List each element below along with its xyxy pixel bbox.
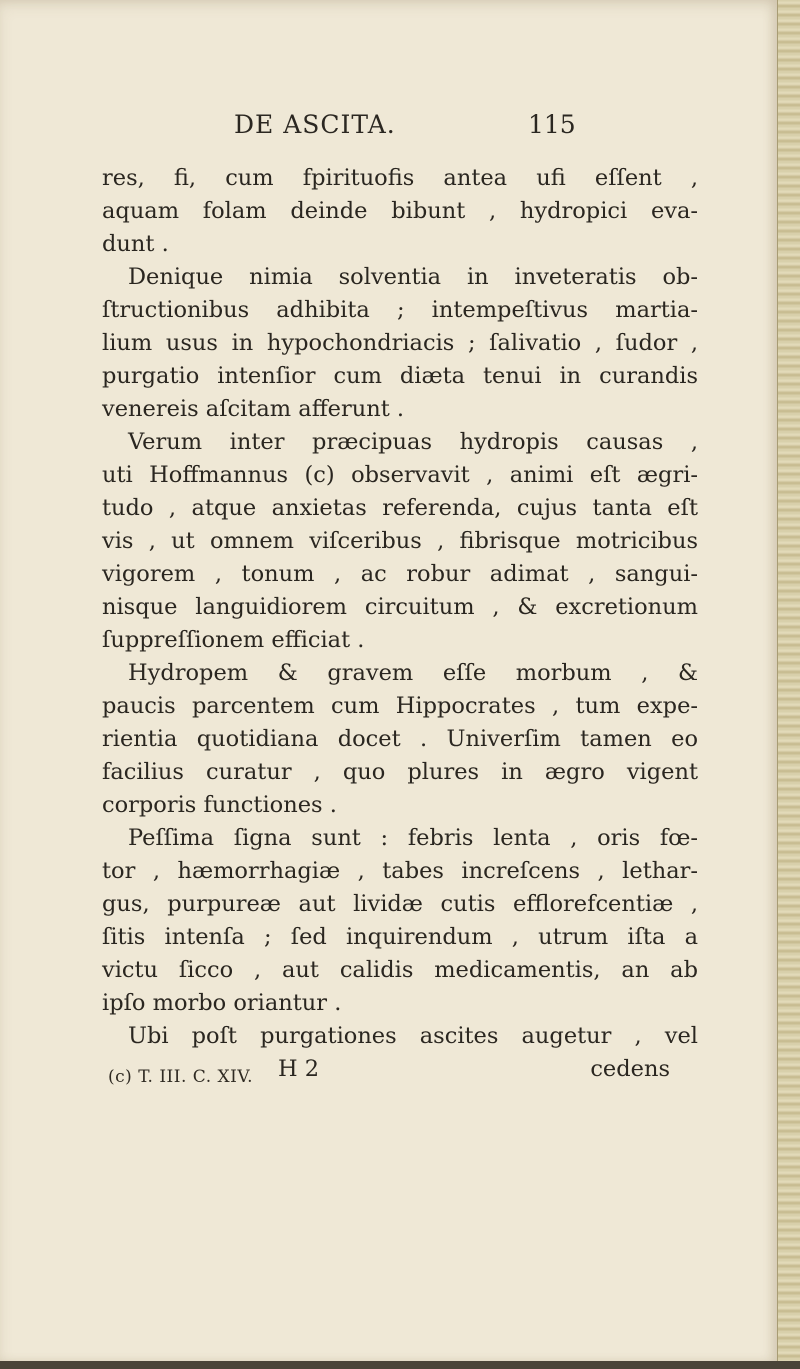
text-line: ſtructionibus adhibita ; intempeſtivus martia- [102,297,698,323]
text-line: ſuppreſſionem efficiat . [102,627,365,653]
text-line: victu ſicco , aut calidis medicamentis, an ab [102,957,698,983]
text-line: rientia quotidiana docet . Univerſim tamen eo [102,726,698,752]
text-line: tudo , atque anxietas referenda, cujus tanta eſt [102,495,698,521]
page-number: 115 [528,110,576,139]
text-line: Peſſima ſigna sunt : febris lenta , oris fœ- [128,825,698,851]
page-header [0,106,778,146]
text-line: nisque languidiorem circuitum , & excretionum [102,594,698,620]
text-line: Denique nimia solventia in inveteratis ob- [128,264,698,290]
text-line: lium usus in hypochondriacis ; ſalivatio , ſudor , [102,330,698,356]
page-edge [777,0,800,1369]
catchword: cedens [590,1056,670,1082]
running-title: DE ASCITA. [234,110,396,139]
text-line: Ubi poſt purgationes ascites augetur , vel [128,1023,698,1049]
bottom-edge [0,1361,800,1369]
text-line: ipſo morbo oriantur . [102,990,342,1016]
text-line: Verum inter præcipuas hydropis causas , [128,429,698,455]
text-line: vigorem , tonum , ac robur adimat , sangui- [102,561,698,587]
text-line: res, fi, cum fpirituofis antea ufi eſſent , [102,165,698,191]
text-line: vis , ut omnem viſceribus , fibrisque motricibus [102,528,698,554]
text-line: dunt . [102,231,169,257]
text-line: facilius curatur , quo plures in ægro vigent [102,759,698,785]
footnote: (c) T. III. C. XIV. [108,1067,254,1087]
text-line: uti Hoffmannus (c) observavit , animi eſt ægri- [102,462,698,488]
body-text [102,162,698,1086]
text-line: paucis parcentem cum Hippocrates , tum expe- [102,693,698,719]
text-line: gus, purpureæ aut lividæ cutis efflorefcentiæ , [102,891,698,917]
text-line: tor , hæmorrhagiæ , tabes increſcens , lethar- [102,858,698,884]
text-line: aquam folam deinde bibunt , hydropici eva- [102,198,698,224]
text-line: corporis functiones . [102,792,337,818]
text-line: venereis aſcitam afferunt . [102,396,405,422]
text-line: purgatio intenſior cum diæta tenui in curandis [102,363,698,389]
text-line: ſitis intenſa ; ſed inquirendum , utrum iſta a [102,924,698,950]
signature-mark: H 2 [278,1056,320,1082]
text-line: Hydropem & gravem eſſe morbum , & [128,660,698,686]
